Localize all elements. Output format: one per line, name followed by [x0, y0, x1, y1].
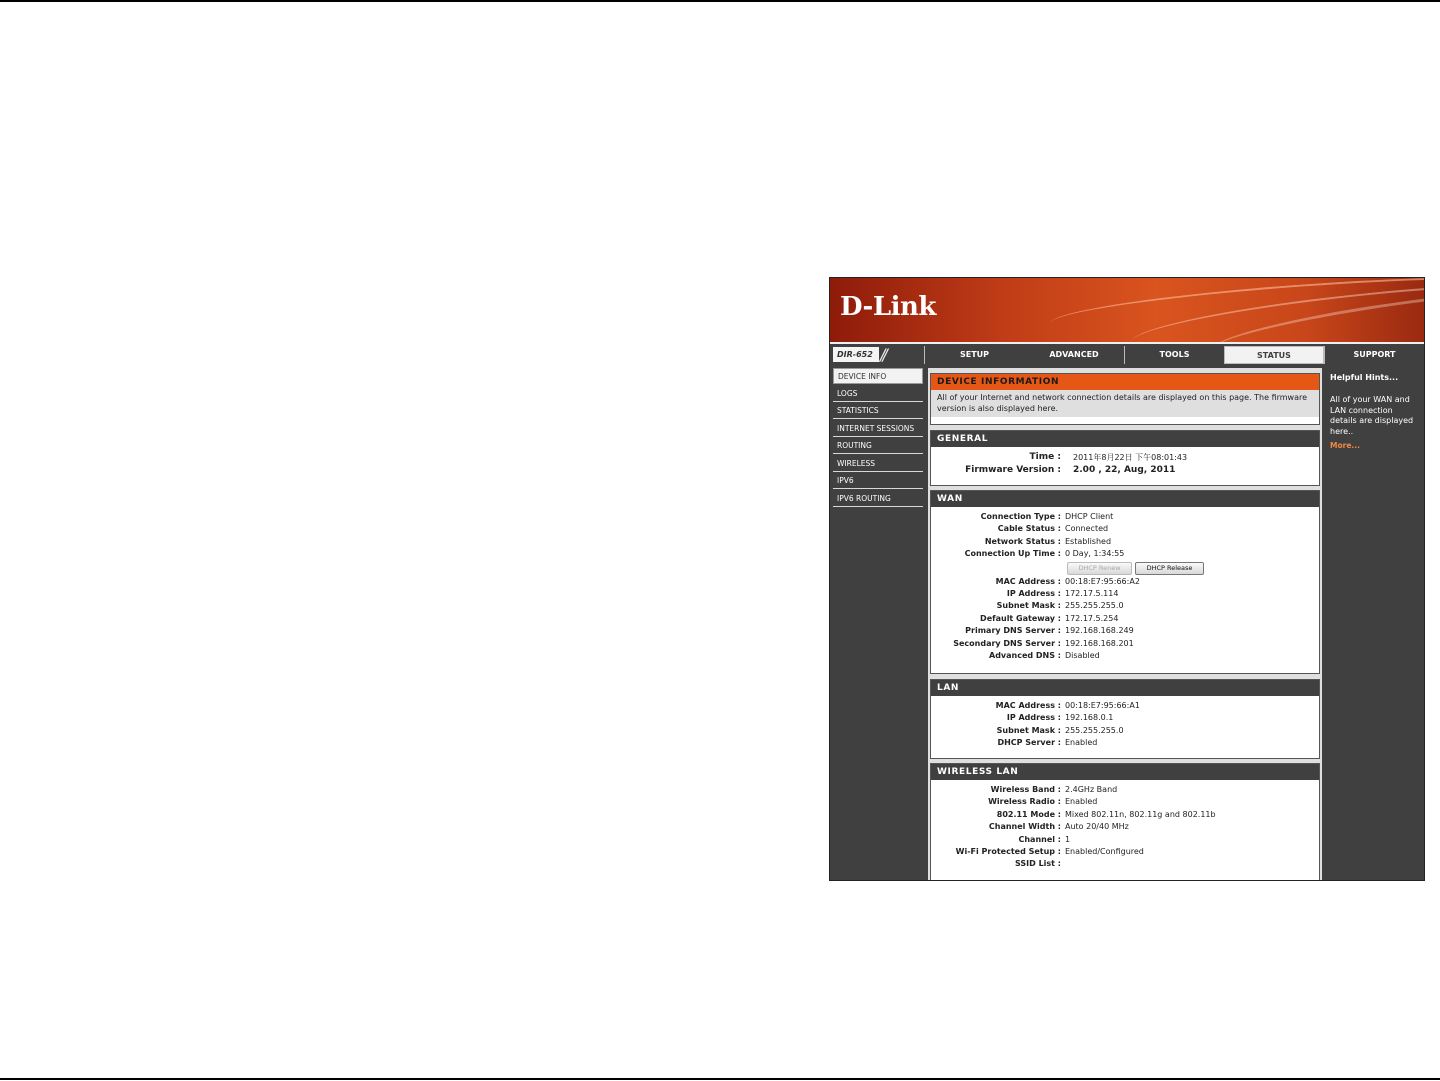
tab-status[interactable]: STATUS — [1224, 346, 1324, 364]
info-row — [931, 785, 1319, 797]
tab-advanced[interactable]: ADVANCED — [1024, 346, 1124, 364]
info-label: IP Address : — [1006, 713, 1061, 723]
info-label: Wi-Fi Protected Setup : — [955, 846, 1061, 856]
hints-more-link[interactable]: More... — [1330, 441, 1360, 450]
info-value: 192.168.0.1 — [1065, 713, 1114, 723]
section-title: WIRELESS LAN — [931, 764, 1319, 780]
info-row — [931, 512, 1319, 524]
tab-support[interactable]: SUPPORT — [1324, 346, 1424, 364]
info-label: Channel Width : — [988, 822, 1061, 832]
info-row — [931, 797, 1319, 809]
info-row — [931, 465, 1319, 478]
info-value: Enabled — [1065, 797, 1098, 807]
info-value: 192.168.168.201 — [1065, 638, 1134, 648]
info-value: 2.4GHz Band — [1065, 785, 1118, 794]
section-title: WAN — [931, 491, 1319, 507]
sidebar-item-ipv6[interactable]: IPV6 — [833, 473, 923, 489]
info-value: Disabled — [1065, 650, 1100, 660]
sidebar-item-statistics[interactable]: STATISTICS — [833, 403, 923, 419]
sidebar-item-device-info[interactable]: DEVICE INFO — [833, 368, 923, 384]
info-label: DHCP Server : — [997, 738, 1061, 748]
sidebar-item-wireless[interactable]: WIRELESS — [833, 456, 923, 472]
ssid-list-table — [941, 880, 1311, 881]
section-title: DEVICE INFORMATION — [931, 374, 1319, 390]
info-label: Secondary DNS Server : — [953, 638, 1061, 648]
info-value: Mixed 802.11n, 802.11g and 802.11b — [1065, 809, 1216, 819]
info-row — [931, 452, 1319, 465]
info-label: MAC Address : — [995, 576, 1061, 586]
info-value: 0 Day, 1:34:55 — [1065, 549, 1125, 559]
model-slashes: // — [880, 345, 885, 364]
header-banner — [830, 278, 1424, 344]
sidebar-item-ipv6-routing[interactable]: IPV6 ROUTING — [833, 491, 923, 507]
info-row — [931, 601, 1319, 613]
dlink-logo: D-Link — [840, 292, 936, 322]
info-row — [931, 589, 1319, 601]
info-value: 255.255.255.0 — [1065, 601, 1124, 611]
info-row — [931, 726, 1319, 738]
info-row — [931, 859, 1319, 871]
wireless-lan-section — [930, 763, 1320, 881]
info-row — [931, 835, 1319, 847]
info-row — [931, 577, 1319, 589]
helpful-hints-panel — [1327, 368, 1421, 881]
hints-title: Helpful Hints... — [1330, 373, 1399, 382]
top-nav — [830, 344, 1424, 366]
info-value: 00:18:E7:95:66:A2 — [1065, 576, 1140, 586]
info-value: DHCP Client — [1065, 512, 1114, 521]
info-label: MAC Address : — [995, 701, 1061, 710]
info-row — [931, 713, 1319, 725]
section-title: LAN — [931, 680, 1319, 696]
main-content — [928, 368, 1322, 881]
sidebar-menu — [833, 368, 923, 508]
info-label: Time : — [1029, 452, 1061, 462]
info-label: Connection Up Time : — [964, 549, 1061, 559]
info-value: Enabled/Configured — [1065, 846, 1144, 856]
info-value: Auto 20/40 MHz — [1065, 822, 1129, 832]
info-row — [931, 822, 1319, 834]
info-row — [931, 701, 1319, 713]
device-information-section — [930, 373, 1320, 425]
info-label: IP Address : — [1006, 588, 1061, 598]
tab-setup[interactable]: SETUP — [924, 346, 1024, 364]
info-value: Connected — [1065, 524, 1109, 534]
info-label: 802.11 Mode : — [996, 809, 1061, 819]
wan-section — [930, 490, 1320, 674]
general-section — [930, 430, 1320, 486]
info-value: 172.17.5.254 — [1065, 613, 1119, 623]
sidebar-item-routing[interactable]: ROUTING — [833, 438, 923, 454]
info-label: SSID List : — [1015, 859, 1061, 869]
info-label: Channel : — [1018, 834, 1061, 844]
section-title: GENERAL — [931, 431, 1319, 447]
info-value: Enabled — [1065, 738, 1098, 748]
info-label: Connection Type : — [980, 512, 1061, 521]
info-row — [931, 810, 1319, 822]
info-value: Established — [1065, 536, 1112, 546]
dhcp-button-row — [931, 562, 1319, 577]
info-label: Cable Status : — [997, 524, 1061, 534]
info-label: Network Status : — [984, 536, 1061, 546]
info-row — [931, 524, 1319, 536]
info-label: Firmware Version : — [965, 465, 1061, 475]
info-value: 00:18:E7:95:66:A1 — [1065, 701, 1140, 710]
lan-section — [930, 679, 1320, 759]
info-row — [931, 626, 1319, 638]
info-label: Default Gateway : — [980, 613, 1061, 623]
dhcp-renew-button[interactable]: DHCP Renew — [1067, 562, 1132, 575]
info-label: Wireless Band : — [990, 785, 1061, 794]
router-status-screenshot — [829, 277, 1425, 881]
section-description: All of your Internet and network connection details are displayed on this page. The firmware version is also displayed here. — [931, 390, 1319, 417]
info-row — [931, 614, 1319, 626]
info-value: 192.168.168.249 — [1065, 626, 1134, 636]
info-label: Primary DNS Server : — [965, 626, 1061, 636]
tab-tools[interactable]: TOOLS — [1124, 346, 1224, 364]
info-row — [931, 847, 1319, 859]
info-value: 2.00 , 22, Aug, 2011 — [1073, 465, 1176, 475]
model-label: DIR-652 — [833, 347, 879, 362]
hints-body: All of your WAN and LAN connection details are displayed here.. — [1330, 395, 1414, 436]
info-label: Advanced DNS : — [989, 650, 1061, 660]
info-row — [931, 549, 1319, 561]
sidebar-item-internet-sessions[interactable]: INTERNET SESSIONS — [833, 421, 923, 437]
dhcp-release-button[interactable]: DHCP Release — [1135, 562, 1204, 575]
info-label: Subnet Mask : — [996, 725, 1061, 735]
sidebar-item-logs[interactable]: LOGS — [833, 386, 923, 402]
info-row — [931, 651, 1319, 663]
info-label: Wireless Radio : — [988, 797, 1061, 807]
info-value: 1 — [1065, 834, 1071, 844]
info-value: 172.17.5.114 — [1065, 588, 1119, 598]
info-row — [931, 537, 1319, 549]
info-label: Subnet Mask : — [996, 601, 1061, 611]
bottom-rule — [0, 1078, 1440, 1080]
info-value: 2011年8月22日 下午08:01:43 — [1073, 453, 1188, 462]
info-value: 255.255.255.0 — [1065, 725, 1124, 735]
info-row — [931, 639, 1319, 651]
info-row — [931, 738, 1319, 750]
top-rule — [0, 0, 1440, 2]
